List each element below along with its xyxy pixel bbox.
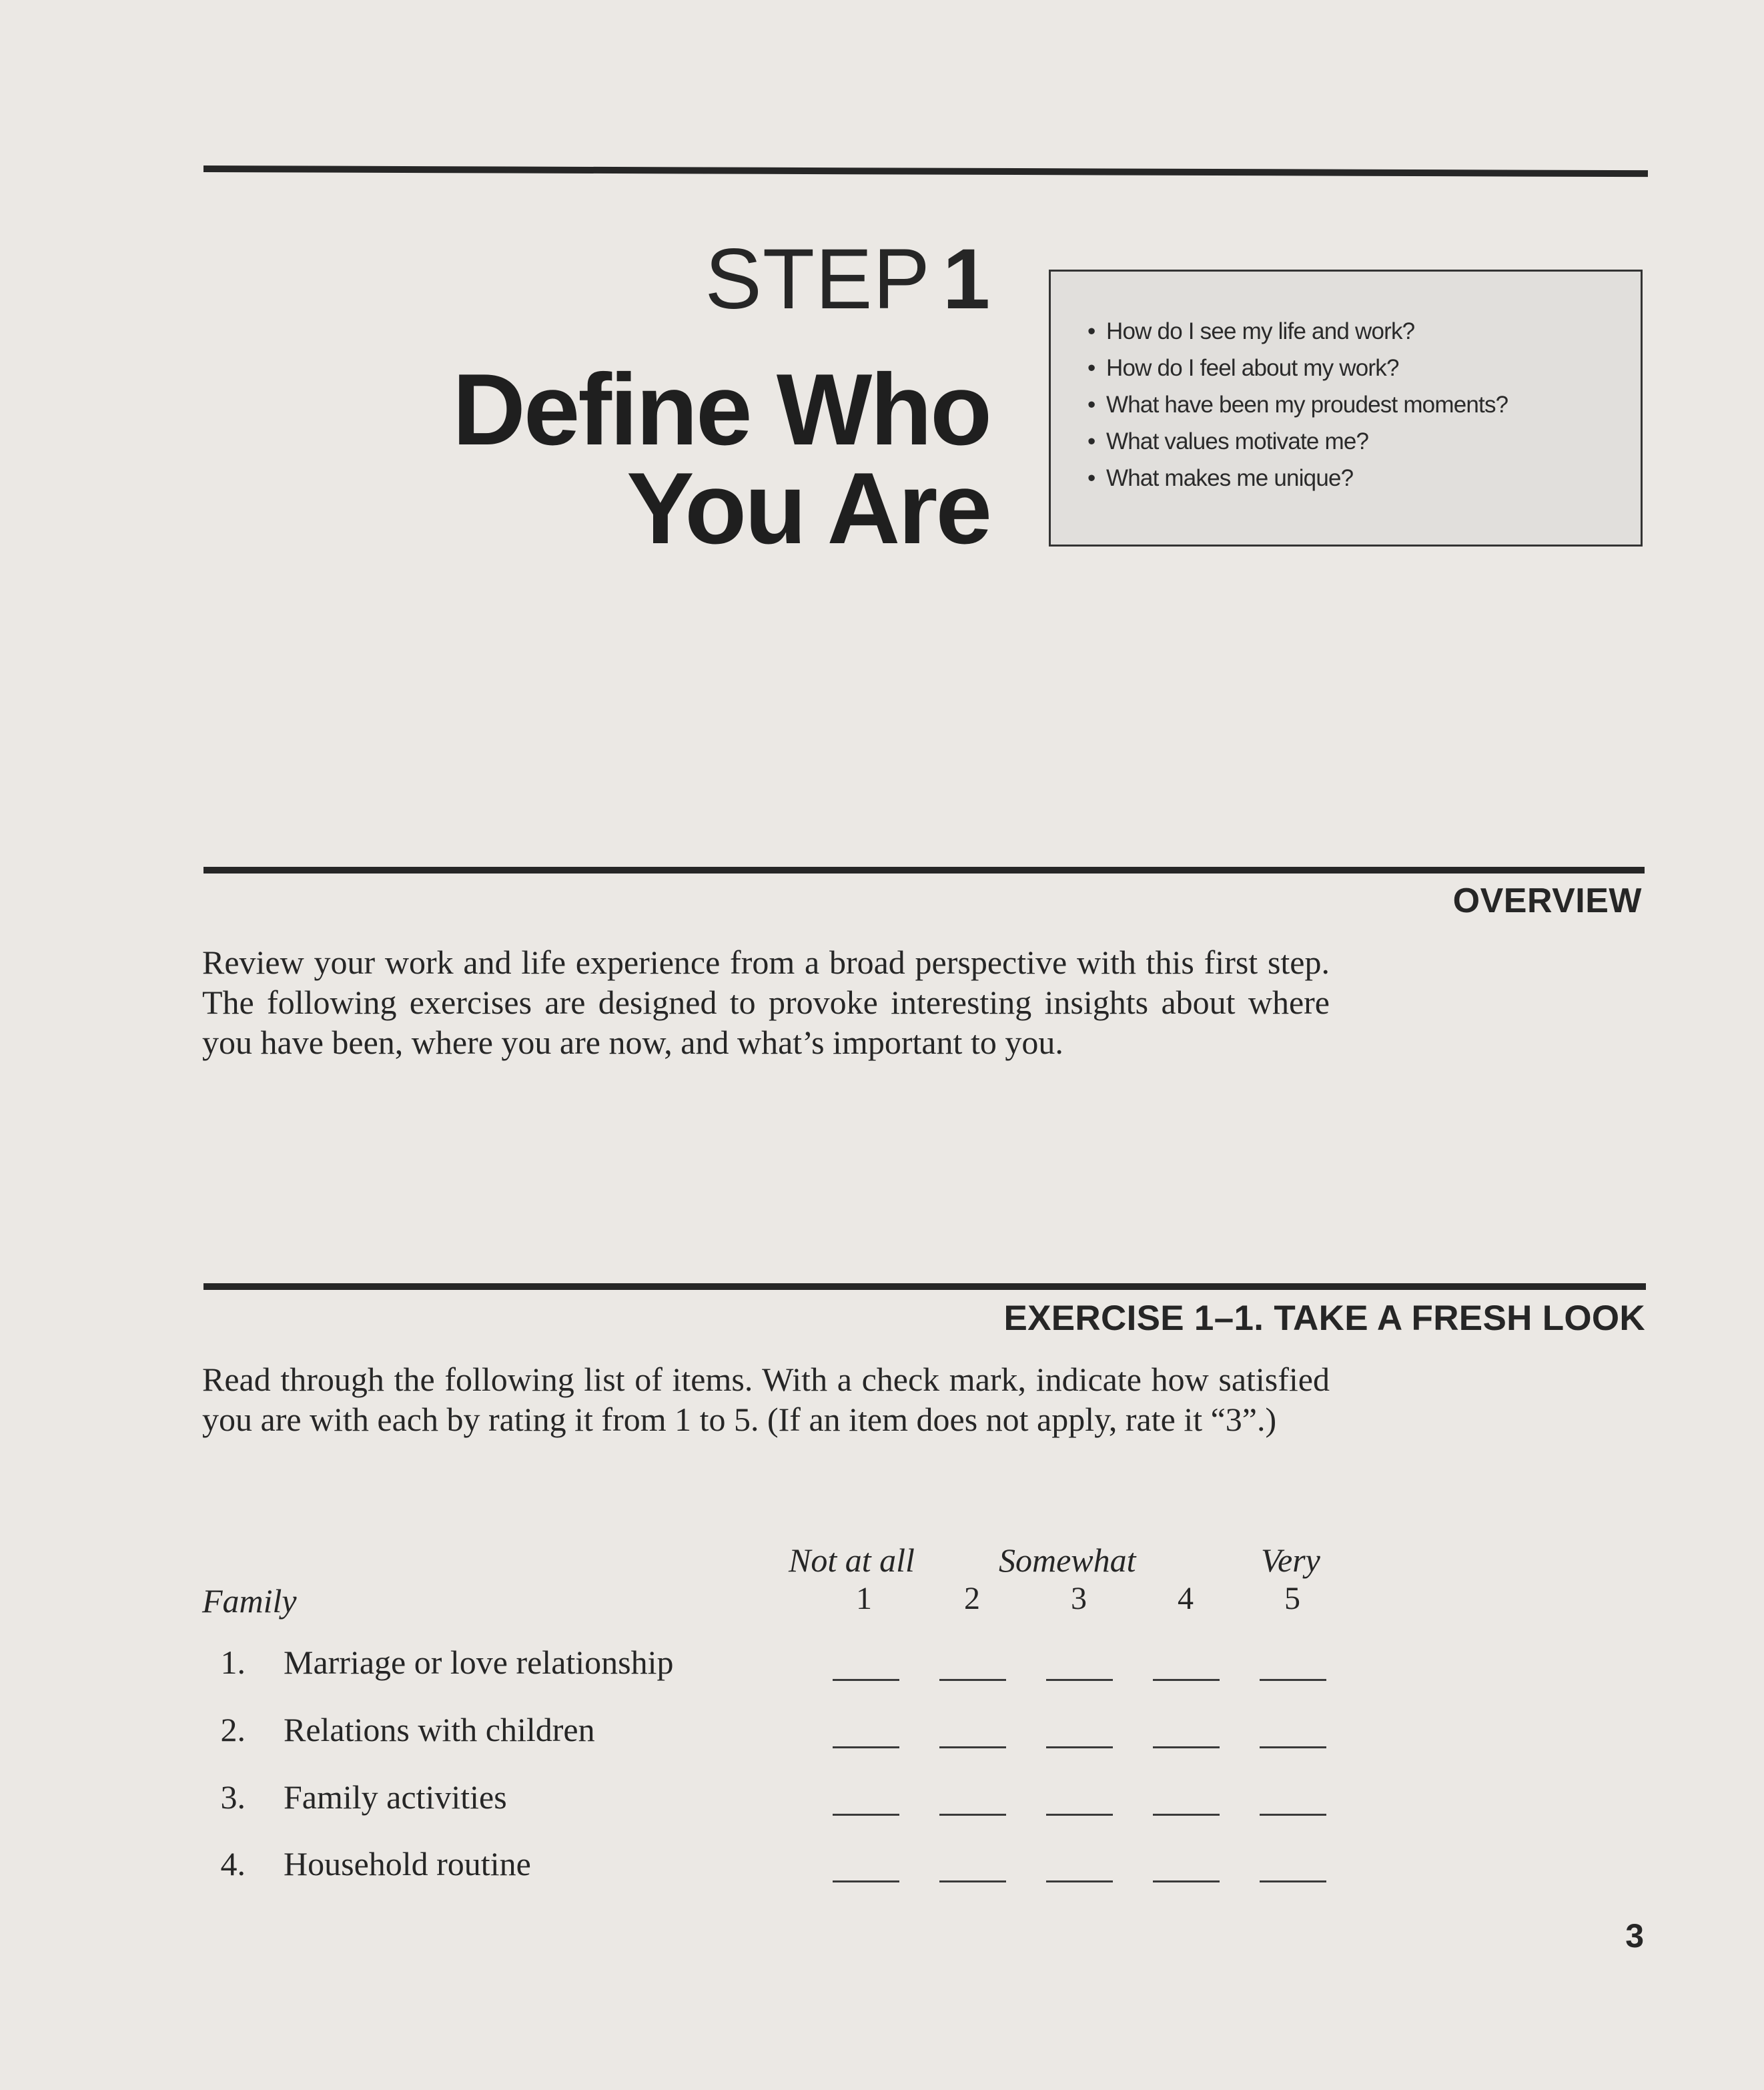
- rating-blank-2[interactable]: [939, 1746, 1006, 1748]
- rating-blank-2[interactable]: [939, 1679, 1006, 1681]
- rating-header-5: 5: [1284, 1581, 1300, 1616]
- rating-blank-5[interactable]: [1260, 1814, 1326, 1816]
- item-number: 1.: [220, 1644, 246, 1681]
- step-label: [705, 232, 991, 327]
- rating-blank-3[interactable]: [1046, 1746, 1113, 1748]
- bullet-icon: •: [1087, 428, 1095, 454]
- rating-blank-3[interactable]: [1046, 1679, 1113, 1681]
- rating-blank-2[interactable]: [939, 1814, 1006, 1816]
- item-label: Marriage or love relationship: [284, 1644, 674, 1681]
- bullet-icon: •: [1087, 465, 1095, 491]
- question-item: [1087, 386, 1641, 423]
- question-text: What values motivate me?: [1106, 428, 1369, 454]
- rating-blank-1[interactable]: [833, 1679, 899, 1681]
- rating-blank-1[interactable]: [833, 1880, 899, 1882]
- step-title: Define Who You Are: [452, 353, 990, 565]
- overview-divider: [203, 867, 1645, 874]
- rating-header-1: 1: [856, 1581, 872, 1616]
- question-item: [1087, 313, 1641, 350]
- exercise-divider: [203, 1283, 1646, 1290]
- item-number: 3.: [220, 1778, 246, 1816]
- rating-item-row: [0, 1847, 1764, 1887]
- bullet-icon: •: [1087, 392, 1095, 418]
- rating-blank-5[interactable]: [1260, 1679, 1326, 1681]
- question-text: What have been my proudest moments?: [1106, 392, 1508, 418]
- item-label: Family activities: [284, 1778, 507, 1816]
- page-number: 3: [1625, 1917, 1644, 1955]
- key-questions-list: [1051, 272, 1641, 496]
- question-text: How do I see my life and work?: [1106, 318, 1415, 344]
- item-number: 2.: [220, 1711, 246, 1748]
- item-label: Relations with children: [284, 1711, 595, 1748]
- rating-blank-2[interactable]: [939, 1880, 1006, 1882]
- exercise-heading: EXERCISE 1–1. TAKE A FRESH LOOK: [1003, 1299, 1645, 1338]
- rating-blank-3[interactable]: [1046, 1814, 1113, 1816]
- bullet-icon: •: [1087, 318, 1095, 344]
- question-text: What makes me unique?: [1106, 465, 1354, 491]
- exercise-instructions: Read through the following list of items. With a check mark, indicate how satisfied you are with each by rating it from 1 to 5. (If an item does not apply, rate it “3”.): [202, 1361, 1330, 1438]
- item-number: 4.: [220, 1845, 246, 1882]
- overview-text: Review your work and life experience from a broad perspective with this first step. The following exercises are designed to provoke interesting insights about where you have been, where you are now, and what’s important to you.: [202, 944, 1330, 1061]
- item-label: Household routine: [284, 1845, 531, 1882]
- question-item: [1087, 460, 1641, 496]
- question-item: [1087, 350, 1641, 386]
- rating-item-row: [0, 1646, 1764, 1686]
- rating-item-row: [0, 1780, 1764, 1820]
- top-divider: [203, 165, 1648, 177]
- key-questions-box: [1049, 270, 1643, 547]
- rating-blank-3[interactable]: [1046, 1880, 1113, 1882]
- scale-label-mid: Somewhat: [999, 1541, 1136, 1579]
- rating-item-row: [0, 1713, 1764, 1753]
- rating-blank-4[interactable]: [1153, 1679, 1220, 1681]
- rating-blank-4[interactable]: [1153, 1880, 1220, 1882]
- rating-blank-1[interactable]: [833, 1814, 899, 1816]
- rating-blank-5[interactable]: [1260, 1746, 1326, 1748]
- question-text: How do I feel about my work?: [1106, 355, 1399, 381]
- question-item: [1087, 423, 1641, 460]
- rating-blank-4[interactable]: [1153, 1814, 1220, 1816]
- rating-header-2: 2: [964, 1581, 980, 1616]
- scale-label-low: Not at all: [789, 1541, 915, 1579]
- rating-blank-5[interactable]: [1260, 1880, 1326, 1882]
- rating-header-3: 3: [1071, 1581, 1087, 1616]
- scale-label-high: Very: [1261, 1541, 1320, 1579]
- step-number: 1: [942, 232, 990, 327]
- step-word: STEP: [705, 232, 931, 327]
- rating-blank-4[interactable]: [1153, 1746, 1220, 1748]
- overview-heading: OVERVIEW: [1452, 882, 1642, 920]
- category-label: Family: [202, 1582, 297, 1620]
- bullet-icon: •: [1087, 355, 1095, 381]
- rating-blank-1[interactable]: [833, 1746, 899, 1748]
- rating-header-4: 4: [1178, 1581, 1194, 1616]
